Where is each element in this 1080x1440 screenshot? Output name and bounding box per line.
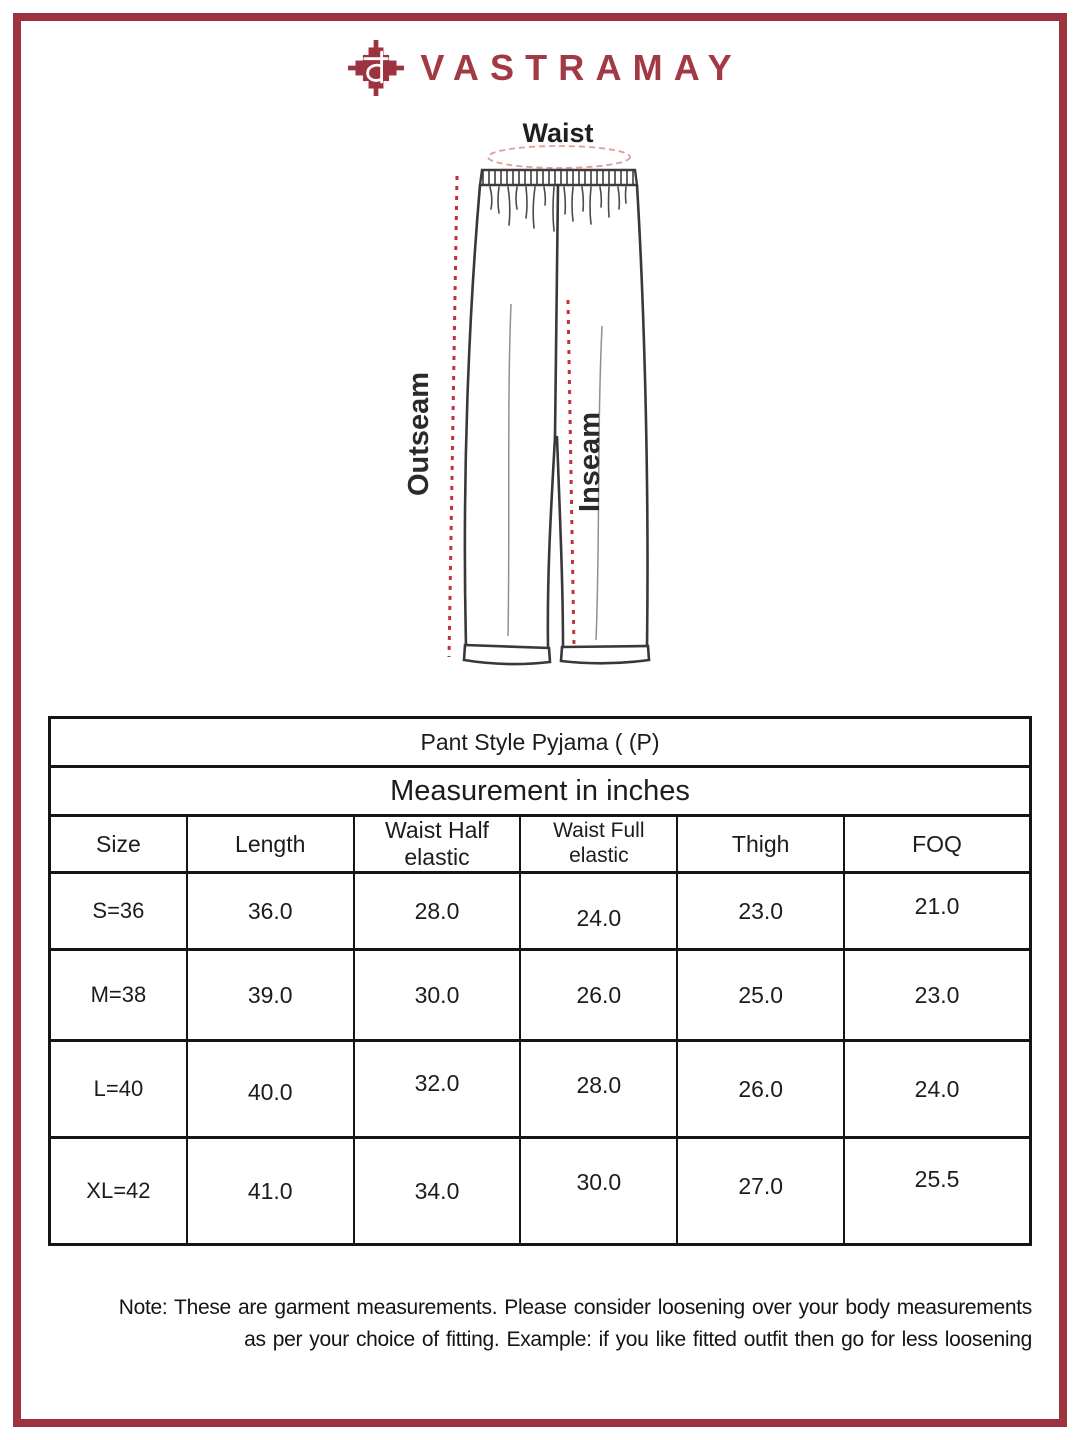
waist-ellipse (488, 146, 630, 168)
size-cell: S=36 (50, 873, 187, 950)
note-line-1: Note: These are garment measurements. Please consider loosening over your body measurements (118, 1296, 1032, 1320)
table-row-l (50, 1041, 1031, 1138)
page-border-frame (13, 13, 1067, 1427)
value-cell: 30.0 (354, 950, 521, 1041)
waist-label: Waist (522, 118, 594, 148)
value-cell: 28.0 (354, 873, 521, 950)
unit-title: Measurement in inches (50, 767, 1031, 816)
column-header-waist-full: Waist Full elastic (520, 816, 677, 873)
value-cell: 40.0 (187, 1041, 354, 1138)
pants-measurement-diagram (402, 104, 702, 666)
waistband (480, 170, 637, 185)
value-cell: 24.0 (844, 1041, 1030, 1138)
pants-outline (464, 185, 649, 664)
table-row-s (50, 873, 1031, 950)
value-cell: 21.0 (844, 873, 1030, 950)
value-cell: 23.0 (844, 950, 1030, 1041)
note-line-2: as per your choice of fitting. Example: if you like fitted outfit then go for less loosening (244, 1328, 1032, 1352)
column-header-size: Size (50, 816, 187, 873)
value-cell: 41.0 (187, 1138, 354, 1245)
size-cell: M=38 (50, 950, 187, 1041)
outseam-dashed-line (449, 176, 457, 657)
value-cell: 23.0 (677, 873, 844, 950)
measurement-note (48, 1292, 1032, 1356)
value-cell: 27.0 (677, 1138, 844, 1245)
column-header-foq: FOQ (844, 816, 1030, 873)
value-cell: 32.0 (354, 1041, 521, 1138)
size-chart-table (48, 716, 1032, 1246)
table-unit-row (50, 767, 1031, 816)
value-cell: 26.0 (520, 950, 677, 1041)
value-cell: 39.0 (187, 950, 354, 1041)
table-row-xl (50, 1138, 1031, 1245)
table-title-row (50, 718, 1031, 767)
table-header-row (50, 816, 1031, 873)
outseam-label: Outseam (403, 371, 435, 497)
product-title: Pant Style Pyjama ( (P) (50, 718, 1031, 767)
value-cell: 34.0 (354, 1138, 521, 1245)
value-cell: 25.0 (677, 950, 844, 1041)
size-cell: XL=42 (50, 1138, 187, 1245)
value-cell: 28.0 (520, 1041, 677, 1138)
vastramay-emblem-icon (348, 40, 404, 96)
value-cell: 36.0 (187, 873, 354, 950)
size-cell: L=40 (50, 1041, 187, 1138)
value-cell: 24.0 (520, 873, 677, 950)
column-header-thigh: Thigh (677, 816, 844, 873)
column-header-waist-half: Waist Half elastic (354, 816, 521, 873)
brand-logo (21, 21, 1059, 96)
value-cell: 25.5 (844, 1138, 1030, 1245)
value-cell: 30.0 (520, 1138, 677, 1245)
value-cell: 26.0 (677, 1041, 844, 1138)
column-header-length: Length (187, 816, 354, 873)
brand-wordmark: VASTRAMAY (420, 47, 743, 88)
table-row-m (50, 950, 1031, 1041)
inseam-label: Inseam (574, 412, 606, 512)
